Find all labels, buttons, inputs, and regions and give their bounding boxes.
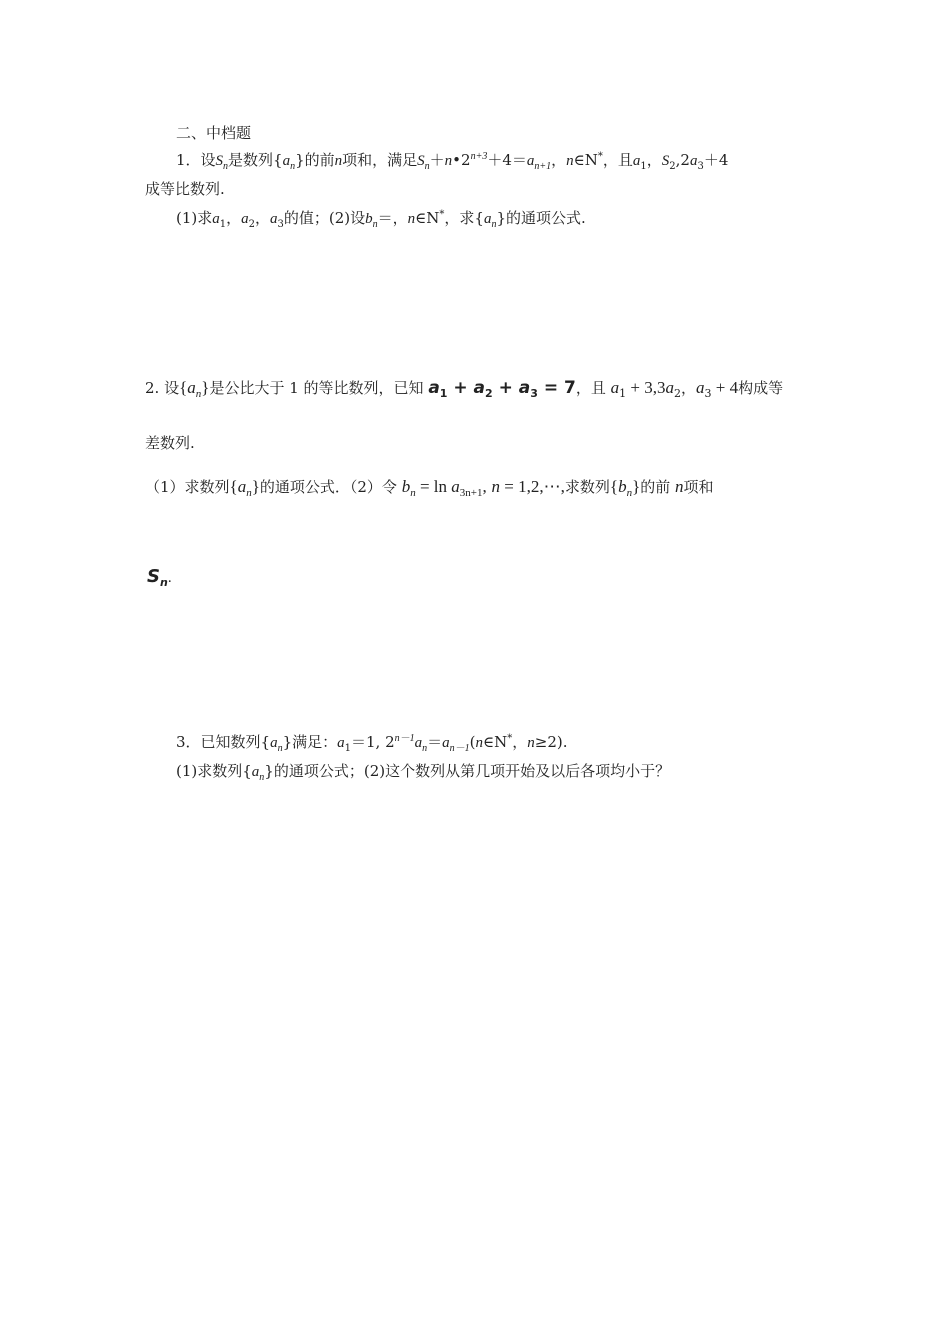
q2-line2: 差数列. — [145, 434, 195, 452]
q1-line1: 1．设$S_n$是数列$\{a_n\}$的前n项和，满足$S_n+n•2^{n+3}+4=a_{n+1}$，n∈N*，且$a_1$，$S_2,2a_3+4$ — [176, 151, 729, 172]
q2-line3: （1）求数列$\{a_n\}$的通项公式．（2）令 $b_n = \ln a_{3n+1}$, n = 1,2,⋯,求数列$\{b_n\}$的前 n项和 — [145, 477, 714, 499]
q3-line1: 3．已知数列$\{a_n\}$满足：$a_1=1$, $2^{n-1}a_n=a_{n-1}(n\in N^*$，n≥2). — [176, 733, 568, 754]
q3-line2: (1)求数列$\{a_n\}$的通项公式；(2)这个数列从第几项开始及以后各项均小于？ — [176, 762, 671, 783]
q1-line2: 成等比数列. — [145, 180, 225, 198]
q2-line1: 2. 设$\{a_n\}$是公比大于 1 的等比数列，已知 $a_1 + a_2 + a_3 = 7$，且 $a_1 + 3,3a_2$，$a_3 + 4$构成等 — [145, 378, 784, 400]
q1-line3: (1)求$a_1$，$a_2$，$a_3$的值；(2)设$b_n=$，n∈N*，求$\{a_n\}$的通项公式. — [176, 209, 586, 230]
q2-line4: $S_n$. — [147, 566, 172, 589]
section-title: 二、中档题 — [176, 124, 252, 142]
